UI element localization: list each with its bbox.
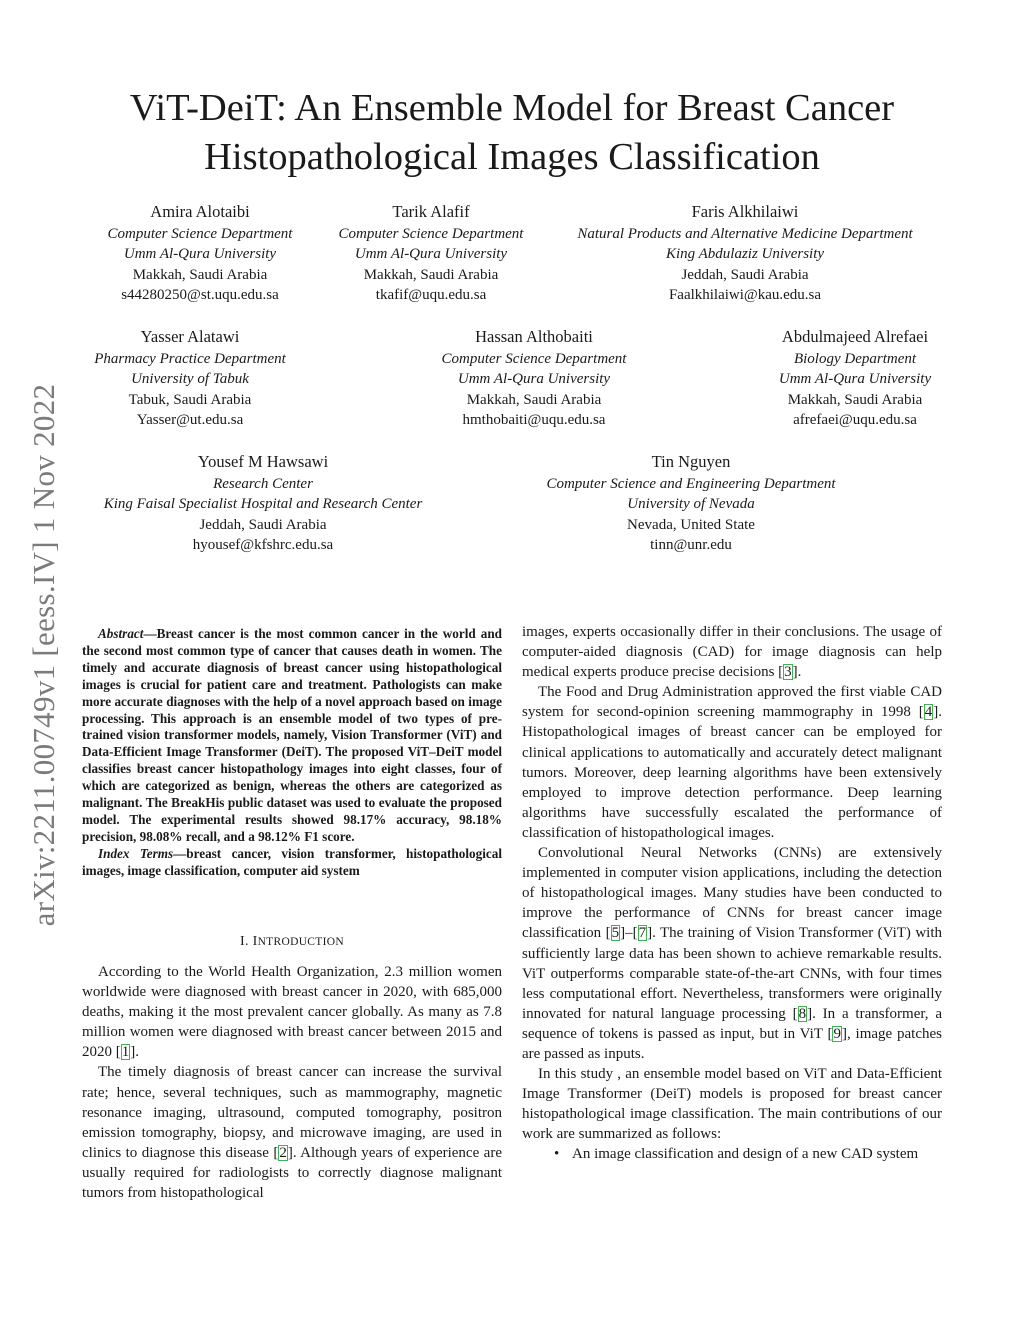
author-email: hyousef@kfshrc.edu.sa: [192, 537, 334, 554]
author-email: afrefaei@uqu.edu.sa: [793, 412, 917, 429]
author-dept: Computer Science Department: [441, 350, 627, 367]
text-run: According to the World Health Organization, 2.3 million women worldwide were diagnosed with breast cancer in 2020, with 685,000 deaths, making it the most prevalent cancer globally. As many as 7.8 million women were diagnosed with breast cancer between 2015 and 2020: [82, 964, 502, 1061]
author-univ: University of Nevada: [627, 496, 755, 513]
author-univ: King Faisal Specialist Hospital and Research Center: [103, 496, 423, 513]
author-block-4: [94, 327, 286, 431]
author-block-3: [577, 202, 912, 306]
author-dept: Research Center: [213, 475, 313, 492]
section-title-initial: I: [252, 934, 258, 949]
text-run: . Histopathological images of breast cancer can be employed for clinical applications to automatically and accurately detect malignant tumors. Moreover, deep learning algorithms have been extensively employed to improve detection performance. Deep learning algorithms have successfully escalated the performance of classification of histopathological images.: [522, 704, 942, 841]
author-location: Makkah, Saudi Arabia: [363, 266, 499, 283]
arxiv-id-text: arXiv:2211.00749v1 [eess.IV] 1 Nov 2022: [26, 383, 61, 927]
abstract: [82, 626, 502, 880]
title-line-1: ViT-DeiT: An Ensemble Model for Breast Cancer: [129, 87, 895, 129]
section-title-rest: NTRODUCTION: [257, 936, 344, 948]
index-terms-label: Index Terms: [98, 845, 174, 861]
text-run: , image patches are passed as inputs.: [522, 1025, 942, 1062]
author-name: Abdulmajeed Alrefaei: [781, 327, 929, 346]
text-run: .: [135, 1044, 139, 1061]
author-name: Hassan Althobaiti: [475, 327, 593, 346]
abstract-paragraph: [82, 626, 502, 846]
author-univ: Umm Al-Qura University: [457, 371, 611, 388]
citation-link[interactable]: 2: [279, 1144, 287, 1161]
citation-link[interactable]: 9: [833, 1025, 841, 1042]
body-paragraph: According to the World Health Organization, 2.3 million women worldwide were diagnosed with breast cancer in 2020, with 685,000 deaths, making it the most prevalent cancer globally. As many as 7.8 million women were diagnosed with breast cancer between 2015 and 2020 [1].: [82, 964, 502, 1061]
abstract-label: Abstract: [98, 626, 144, 641]
body-paragraph: Convolutional Neural Networks (CNNs) are extensively implemented in computer vision applications, including the detection of histopathological images. Many studies have been conducted to improve the performance of CNNs for breast cancer image classification [5]–[7]. The training of Vision Transformer (ViT) with sufficiently large data has been shown to achieve remarkable results. ViT outperforms comparable state-of-the-art CNNs, with four times less computational effort. Nevertheless, transformers were originally innovated for natural language processing [8]. In a transformer, a sequence of tokens is passed as input, but in ViT [9], image patches are passed as inputs.: [522, 845, 942, 1062]
left-column-body: [82, 962, 502, 1203]
author-name: Tarik Alafif: [392, 202, 470, 221]
author-dept: Natural Products and Alternative Medicine Department: [577, 225, 913, 242]
text-run: images, experts occasionally differ in their conclusions. The usage of computer-aided diagnosis (CAD) for image diagnosis can help medical experts produce precise decisions: [522, 624, 942, 681]
author-location: Makkah, Saudi Arabia: [787, 391, 923, 408]
abstract-text: —Breast cancer is the most common cancer in the world and the second most common type of cancer that causes death in women. The timely and accurate diagnosis of breast cancer using histopathological images is crucial for patient care and treatment. Pathologists can make more accurate diagnoses with the help of a novel approach based on image processing. This approach is an ensemble model of two types of pre-trained vision transformer models, namely, Vision Transformer (ViT) and Data-Efficient Image Transformer (DeiT). The proposed ViT–DeiT model classifies breast cancer histopathology images into eight classes, four of which are categorized as benign, whereas the others are categorized as malignant. The BreakHis public dataset was used to evaluate the proposed model. The experimental results showed 98.17% accuracy, 98.18% precision, 98.08% recall, and a 98.12% F1 score.: [82, 626, 502, 844]
author-location: Jeddah, Saudi Arabia: [681, 266, 809, 283]
author-block-2: [339, 202, 524, 306]
text-run: –: [625, 925, 633, 942]
body-paragraph: The timely diagnosis of breast cancer can increase the survival rate; hence, several techniques, such as mammography, magnetic resonance imaging, ultrasound, computed tomography, positron emission tomography, biopsy, and microwave imaging, are used in clinics to diagnose this disease [2]. Although years of experience are usually required for radiologists to correctly diagnose malignant tumors from histopathological: [82, 1064, 502, 1202]
author-block-7: [104, 452, 423, 556]
author-block-1: [108, 202, 293, 306]
author-name: Yousef M Hawsawi: [197, 452, 329, 471]
bullet-icon: •: [554, 1146, 560, 1163]
author-block-5: [442, 327, 627, 431]
list-item: [522, 1144, 942, 1164]
citation-link[interactable]: 3: [784, 664, 792, 681]
text-run: The timely diagnosis of breast cancer can increase the survival rate; hence, several techniques, such as mammography, magnetic resonance imaging, ultrasound, computed tomography, positron emission tomography, biopsy, and microwave imaging, are used in clinics to diagnose this disease: [82, 1064, 502, 1161]
author-location: Makkah, Saudi Arabia: [466, 391, 602, 408]
section-number: I.: [240, 934, 253, 949]
author-email: tinn@unr.edu: [650, 537, 732, 554]
author-name: Faris Alkhilaiwi: [691, 202, 799, 221]
author-email: Faalkhilaiwi@kau.edu.sa: [668, 287, 822, 304]
text-run: . Although years of experience are usually required for radiologists to correctly diagnose malignant tumors from histopathological: [82, 1144, 502, 1202]
author-block-8: [546, 452, 835, 556]
author-dept: Computer Science Department: [338, 225, 524, 242]
text-run: . In a transformer, a sequence of tokens is passed as input, but in ViT: [522, 1005, 942, 1042]
body-paragraph: [522, 1064, 942, 1144]
body-paragraph: images, experts occasionally differ in their conclusions. The usage of computer-aided diagnosis (CAD) for image diagnosis can help medical experts produce precise decisions [3].: [522, 624, 942, 681]
body-paragraph: The Food and Drug Administration approved the first viable CAD system for second-opinion screening mammography in 1998 [4]. Histopathological images of breast cancer can be employed for clinical applications to automatically and accurately detect malignant tumors. Moreover, deep learning algorithms have been extensively employed to improve detection performance. Deep learning algorithms have successfully escalated the performance of classification of histopathological images.: [522, 684, 942, 841]
author-dept: Pharmacy Practice Department: [94, 350, 286, 367]
paper-title: [60, 84, 964, 182]
author-univ: University of Tabuk: [131, 371, 249, 388]
author-univ: King Abdulaziz University: [665, 246, 825, 263]
author-univ: Umm Al-Qura University: [778, 371, 932, 388]
author-name: Yasser Alatawi: [140, 327, 240, 346]
author-email: tkafif@uqu.edu.sa: [375, 287, 487, 304]
author-location: Jeddah, Saudi Arabia: [199, 516, 327, 533]
citation-link[interactable]: 7: [638, 925, 647, 942]
text-run: The Food and Drug Administration approved the first viable CAD system for second-opinion screening mammography in 1998: [522, 684, 942, 721]
index-terms: [82, 846, 502, 880]
author-dept: Biology Department: [793, 350, 917, 367]
citation-link[interactable]: 5: [611, 925, 620, 942]
section-heading-introduction: [82, 934, 502, 950]
text-run: .: [797, 664, 802, 681]
author-email: s44280250@st.uqu.edu.sa: [121, 287, 279, 304]
text-run: In this study , an ensemble model based on ViT and Data-Efficient Image Transformer (DeiT) models is proposed for breast cancer histopathological image classification. The main contributions of our work are summarized as follows:: [522, 1066, 942, 1143]
right-column-body: [522, 622, 942, 1165]
index-terms-text: —breast cancer, vision transformer, histopathological images, image classification, computer aid system: [82, 845, 502, 878]
citation-link[interactable]: 4: [924, 704, 933, 721]
author-location: Tabuk, Saudi Arabia: [128, 391, 252, 408]
text-run: Convolutional Neural Networks (CNNs) are extensively implemented in computer vision applications, including the detection of histopathological images. Many studies have been conducted to improve the performance of CNNs for breast cancer image classification: [522, 845, 942, 942]
author-univ: Umm Al-Qura University: [123, 246, 277, 263]
title-line-2: Histopathological Images Classification: [204, 136, 820, 178]
author-dept: Computer Science and Engineering Department: [546, 475, 836, 492]
list-item-text: An image classification and design of a new CAD system: [572, 1146, 919, 1163]
author-email: hmthobaiti@uqu.edu.sa: [462, 412, 606, 429]
author-location: Nevada, United State: [627, 516, 755, 533]
citation-link[interactable]: 1: [121, 1044, 130, 1061]
author-block-6: [779, 327, 931, 431]
arxiv-watermark: [16, 355, 72, 955]
author-dept: Computer Science Department: [107, 225, 293, 242]
author-email: Yasser@ut.edu.sa: [136, 412, 244, 429]
author-univ: Umm Al-Qura University: [354, 246, 508, 263]
citation-link[interactable]: 8: [798, 1005, 807, 1022]
author-name: Amira Alotaibi: [150, 202, 250, 221]
author-location: Makkah, Saudi Arabia: [132, 266, 268, 283]
author-name: Tin Nguyen: [651, 452, 731, 471]
text-run: . The training of Vision Transformer (ViT) with sufficiently large data has been shown to achieve remarkable results. ViT outperforms comparable state-of-the-art CNNs, with four times less computational effort. Nevertheless, transformers were originally innovated for natural language processing: [522, 925, 942, 1022]
